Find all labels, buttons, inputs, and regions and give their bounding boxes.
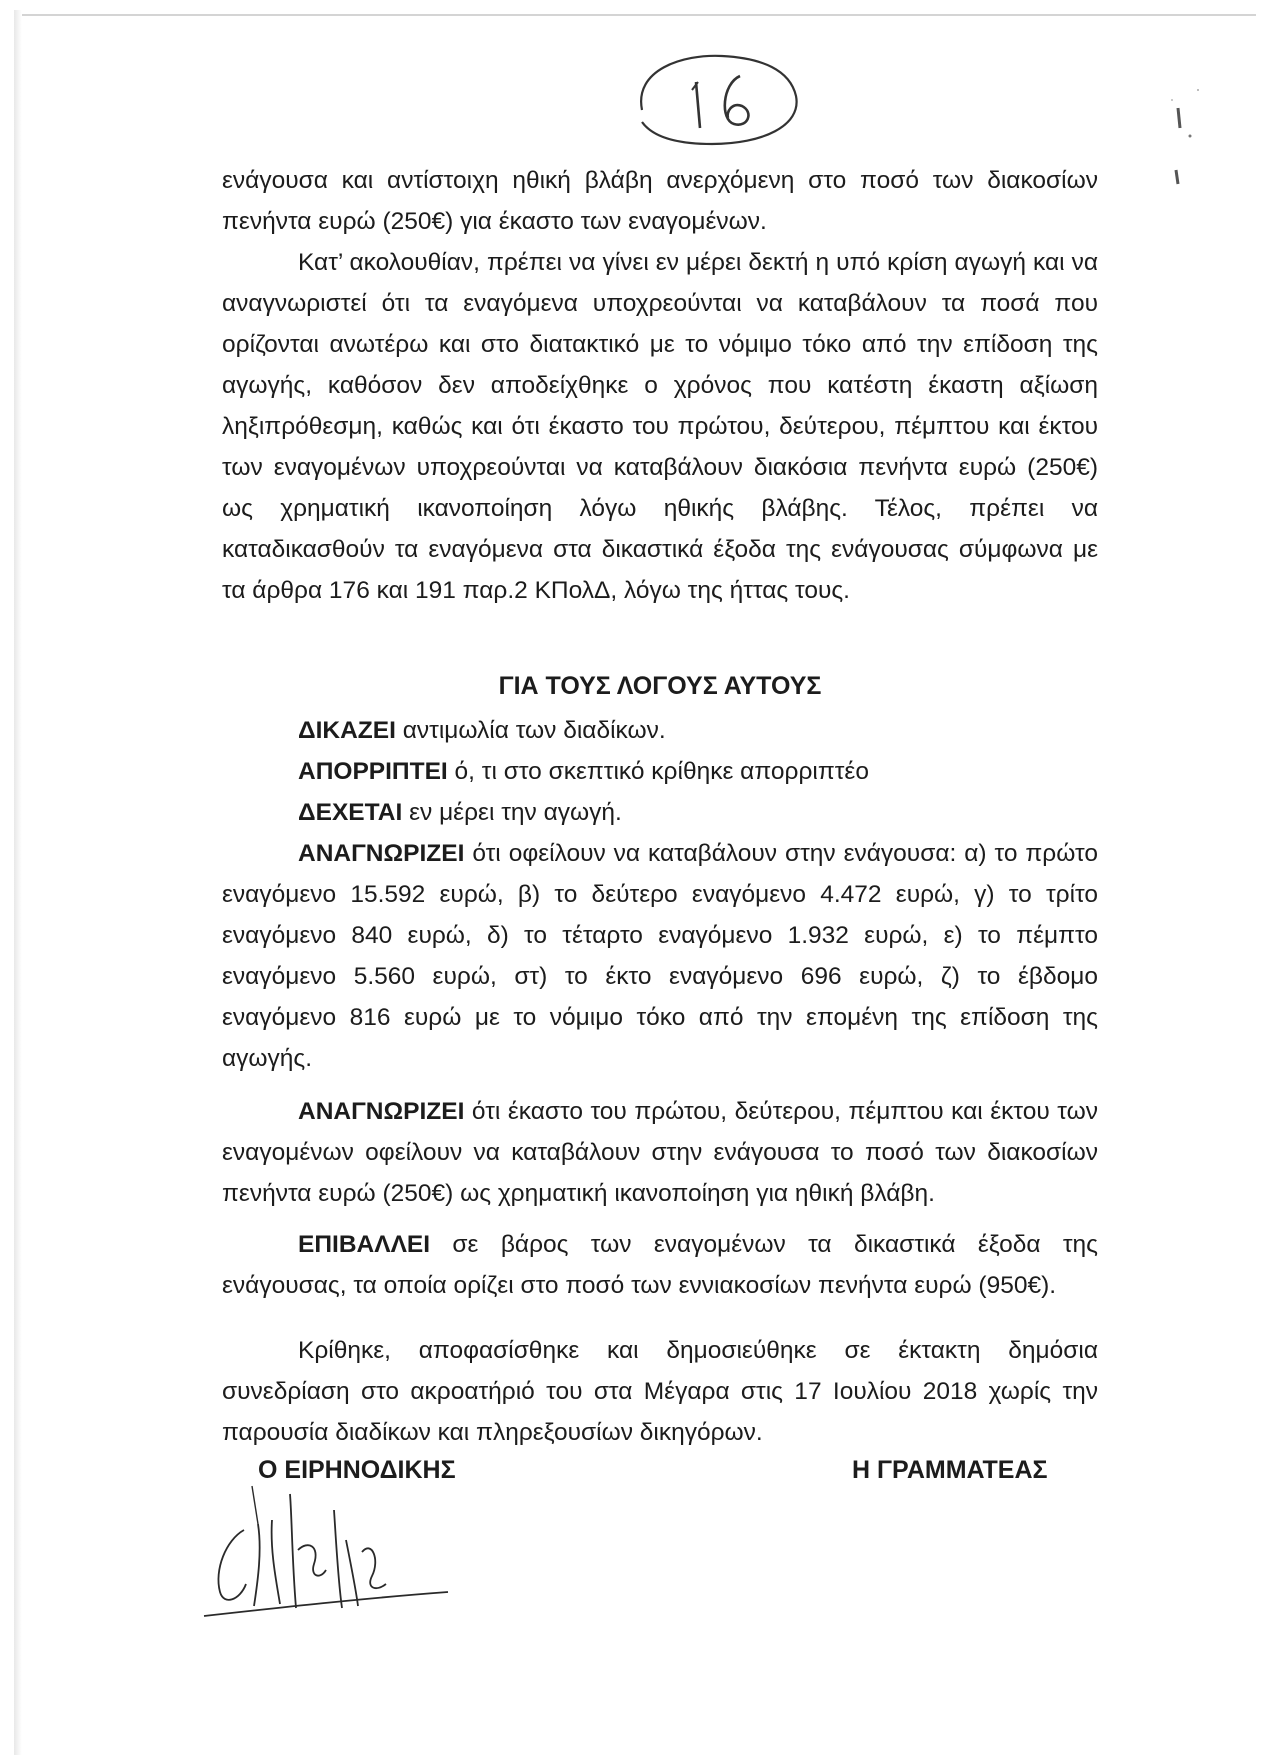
operative-orders — [222, 710, 1098, 1306]
order-item — [222, 1091, 1098, 1214]
order-text: ό, τι στο σκεπτικό κρίθηκε απορριπτέο — [447, 758, 869, 785]
scan-top-edge — [20, 14, 1256, 16]
order-verb: ΑΝΑΓΝΩΡΙΖΕΙ — [298, 1098, 465, 1125]
clerk-signature-label: Η ΓΡΑΜΜΑΤΕΑΣ — [852, 1456, 1048, 1484]
scan-left-edge — [14, 10, 22, 1755]
paragraph-closing — [222, 1330, 1098, 1453]
handwritten-signature — [196, 1480, 456, 1640]
judge-signature-label: Ο ΕΙΡΗΝΟΔΙΚΗΣ — [258, 1456, 456, 1484]
order-item — [222, 792, 1098, 833]
order-text: ότι οφείλουν να καταβάλουν στην ενάγουσα: α) το πρώτο εναγόμενο 15.592 ευρώ, β) το δεύτερο εναγόμενο 4.472 ευρώ, γ) το τρίτο εναγόμενο 840 ευρώ, δ) το τέταρτο εναγόμενο 1.932 ευρώ, ε) το πέμπτο εναγόμενο 5.560 ευρώ, στ) το έκτο εναγόμενο 696 ευρώ, ζ) το έβδομο εναγόμενο 816 ευρώ με το νόμιμο τόκο από την επομένη της επίδοση της αγωγής. — [222, 840, 1098, 1072]
order-verb: ΑΠΟΡΡΙΠΤΕΙ — [298, 758, 448, 785]
closing-text: Κρίθηκε, αποφασίσθηκε και δημοσιεύθηκε σε έκτακτη δημόσια συνεδρίαση στο ακροατήριό του στα Μέγαρα στις 17 Ιουλίου 2018 χωρίς την παρουσία διαδίκων και πληρεξουσίων δικηγόρων. — [222, 1337, 1098, 1446]
paragraph-2-text: Κατ’ ακολουθίαν, πρέπει να γίνει εν μέρει δεκτή η υπό κρίση αγωγή και να αναγνωριστεί ότι τα εναγόμενα υποχρεούνται να καταβάλουν τα ποσά που ορίζονται ανωτέρω και στο διατακτικό με το νόμιμο τόκο από την επίδοση της αγωγής, καθόσον δεν αποδείχθηκε ο χρόνος που κατέστη έκαστη αξίωση ληξιπρόθεσμη, καθώς και ότι έκαστο του πρώτου, δεύτερου, πέμπτου και έκτου των εναγομένων υποχρεούνται να καταβάλουν διακόσια πενήντα ευρώ (250€) ως χρηματική ικανοποίηση λόγω ηθικής βλάβης. Τέλος, πρέπει να καταδικασθούν τα εναγόμενα στα δικαστικά έξοδα της ενάγουσας σύμφωνα με τα άρθρα 176 και 191 παρ.2 ΚΠολΔ, λόγω της ήττας τους. — [222, 249, 1098, 604]
order-item — [222, 1224, 1098, 1306]
order-text: ότι έκαστο του πρώτου, δεύτερου, πέμπτου και έκτου των εναγομένων οφείλουν να καταβάλουν στην ενάγουσα το ποσό των διακοσίων πενήντα ευρώ (250€) ως χρηματική ικανοποίηση για ηθική βλάβη. — [222, 1098, 1098, 1207]
order-item — [222, 751, 1098, 792]
order-verb: ΔΕΧΕΤΑΙ — [298, 799, 403, 826]
paragraph-reasoning — [222, 242, 1098, 611]
order-verb: ΕΠΙΒΑΛΛΕΙ — [298, 1231, 431, 1258]
margin-marks — [1166, 80, 1216, 210]
order-text: σε βάρος των εναγομένων τα δικαστικά έξοδα της ενάγουσας, τα οποία ορίζει στο ποσό των εννιακοσίων πενήντα ευρώ (950€). — [222, 1231, 1098, 1299]
order-verb: ΑΝΑΓΝΩΡΙΖΕΙ — [298, 840, 465, 867]
paragraph-1-text: ενάγουσα και αντίστοιχη ηθική βλάβη ανερχόμενη στο ποσό των διακοσίων πενήντα ευρώ (250€) για έκαστο των εναγομένων. — [222, 167, 1098, 235]
paragraph-continuation — [222, 160, 1098, 242]
order-item — [222, 833, 1098, 1079]
section-heading: ΓΙΑ ΤΟΥΣ ΛΟΓΟΥΣ ΑΥΤΟΥΣ — [498, 672, 822, 700]
order-text: αντιμωλία των διαδίκων. — [395, 717, 666, 744]
handwritten-page-number — [612, 40, 812, 160]
order-item — [222, 710, 1098, 751]
order-text: εν μέρει την αγωγή. — [402, 799, 622, 826]
order-verb: ΔΙΚΑΖΕΙ — [298, 717, 396, 744]
